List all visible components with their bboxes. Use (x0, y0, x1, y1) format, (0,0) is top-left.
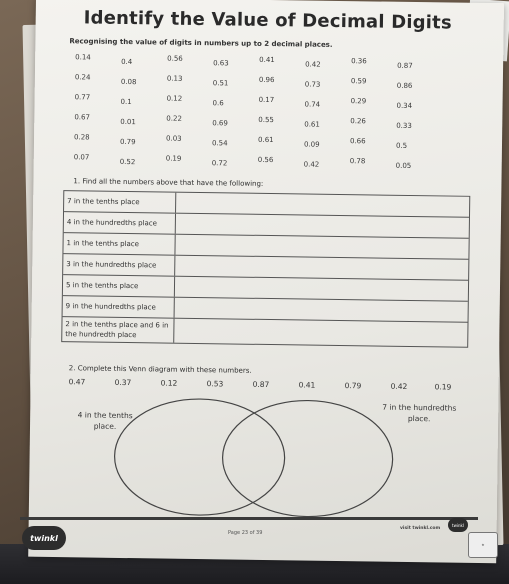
worksheet-title: Identify the Value of Decimal Digits (83, 7, 452, 34)
venn-number: 0.37 (114, 377, 132, 388)
row-label: 9 in the hundredths place (63, 296, 175, 318)
grid-number: 0.05 (395, 161, 412, 170)
grid-number: 0.22 (166, 114, 182, 123)
grid-number: 0.03 (165, 134, 182, 143)
grid-number: 0.87 (397, 61, 413, 70)
twinkl-logo-small: twinkl (448, 518, 468, 532)
venn-number: 0.47 (68, 377, 86, 387)
row-label: 2 in the tenths place and 6 in the hundredth place (62, 317, 174, 343)
visit-link: visit twinkl.com (400, 526, 441, 531)
grid-number: 0.56 (257, 155, 274, 165)
footer-divider (20, 517, 478, 520)
quality-badge-icon: ★ (468, 532, 498, 558)
twinkl-logo: twinkl (22, 526, 66, 550)
grid-number: 0.08 (120, 77, 137, 87)
row-label: 4 in the hundredths place (64, 212, 176, 234)
question-2: 2. Complete this Venn diagram with these numbers. (68, 364, 252, 375)
grid-number: 0.09 (303, 140, 320, 149)
grid-number: 0.79 (119, 137, 136, 147)
grid-number: 0.1 (120, 97, 132, 107)
grid-number: 0.67 (74, 113, 90, 122)
grid-number: 0.36 (351, 57, 367, 66)
grid-number: 0.78 (349, 157, 366, 166)
grid-number: 0.4 (121, 57, 133, 67)
worksheet-subtitle: Recognising the value of digits in numbers up to 2 decimal places. (69, 37, 333, 49)
grid-number: 0.13 (166, 74, 183, 83)
venn-number: 0.87 (252, 379, 270, 390)
venn-number: 0.41 (298, 380, 316, 390)
grid-number: 0.59 (350, 77, 367, 86)
grid-number: 0.29 (350, 97, 367, 106)
grid-number: 0.54 (211, 139, 228, 148)
grid-number: 0.56 (167, 54, 183, 63)
grid-number: 0.52 (119, 157, 136, 167)
grid-number: 0.34 (396, 101, 413, 110)
grid-number: 0.51 (212, 79, 229, 88)
venn-left-label: 4 in the tenths place. (77, 410, 133, 431)
grid-number: 0.74 (304, 100, 321, 109)
page-number: Page 23 of 39 (228, 530, 263, 536)
grid-number: 0.14 (75, 53, 91, 62)
row-label: 7 in the tenths place (64, 191, 176, 213)
grid-number: 0.77 (74, 93, 91, 102)
grid-number: 0.55 (258, 115, 274, 125)
question-1: 1. Find all the numbers above that have the following: (73, 177, 264, 188)
grid-number: 0.61 (257, 135, 274, 145)
grid-number: 0.42 (303, 160, 320, 169)
grid-number: 0.66 (349, 137, 366, 146)
venn-circle-left (114, 398, 286, 516)
worksheet-page (28, 0, 504, 563)
grid-number: 0.86 (396, 81, 413, 90)
venn-diagram (28, 0, 504, 563)
venn-right-label: 7 in the hundredths place. (382, 402, 457, 424)
grid-number: 0.41 (259, 55, 275, 65)
venn-number: 0.12 (160, 378, 178, 388)
grid-number: 0.33 (396, 121, 412, 130)
grid-number: 0.73 (304, 80, 321, 89)
grid-number: 0.5 (395, 141, 408, 150)
venn-circle-right (222, 399, 394, 517)
row-label: 5 in the tenths place (63, 275, 175, 297)
grid-number: 0.19 (165, 154, 182, 163)
grid-number: 0.07 (73, 153, 90, 162)
grid-number: 0.26 (350, 117, 366, 126)
grid-number: 0.69 (212, 119, 228, 128)
grid-number: 0.61 (304, 120, 320, 129)
grid-number: 0.72 (211, 159, 228, 168)
grid-number: 0.24 (74, 73, 91, 82)
venn-number: 0.53 (206, 379, 224, 389)
grid-number: 0.96 (258, 75, 275, 85)
venn-number: 0.19 (434, 382, 452, 392)
grid-number: 0.12 (166, 94, 183, 103)
row-label: 1 in the tenths place (63, 233, 175, 255)
row-label: 3 in the hundredths place (63, 254, 175, 276)
grid-number: 0.28 (74, 133, 90, 142)
venn-number: 0.42 (390, 381, 408, 391)
grid-number: 0.6 (212, 99, 224, 108)
grid-number: 0.01 (120, 117, 136, 127)
venn-number: 0.79 (344, 381, 362, 391)
grid-number: 0.42 (305, 60, 321, 69)
grid-number: 0.17 (258, 95, 275, 105)
grid-number: 0.63 (213, 59, 229, 68)
